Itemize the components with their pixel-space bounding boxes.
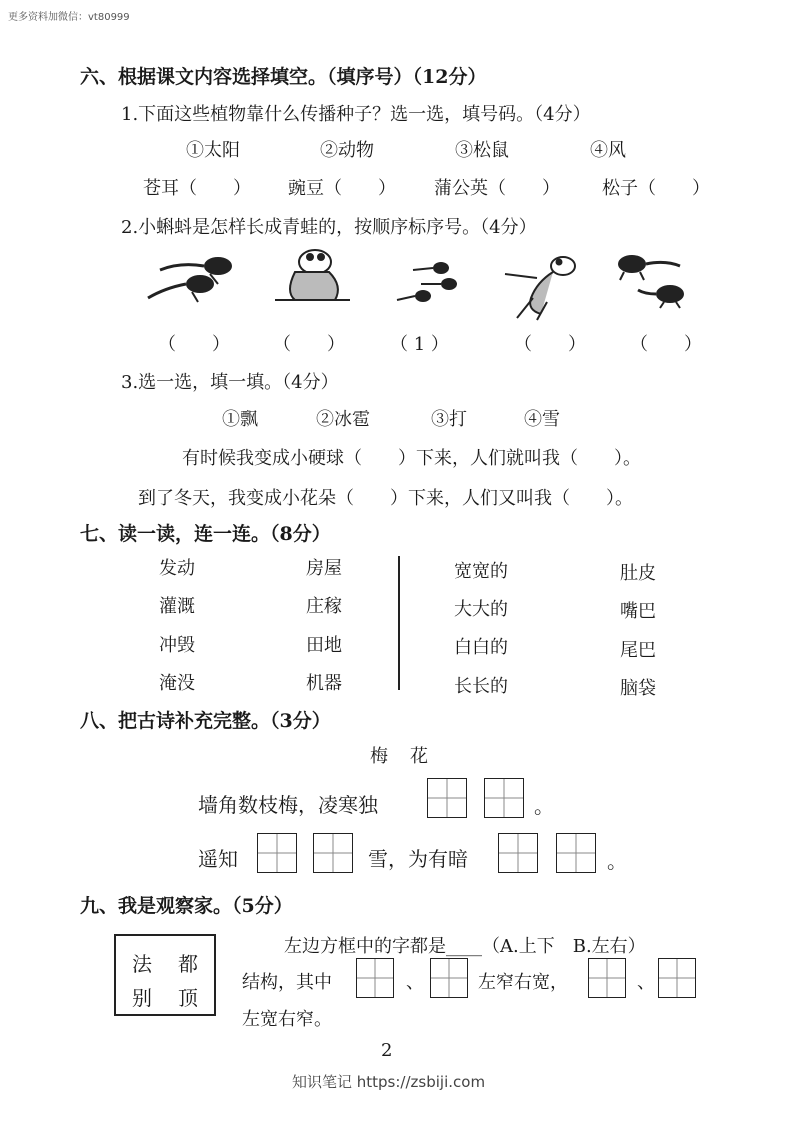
- box-char-4: 顶: [178, 986, 198, 1010]
- poem-char-box[interactable]: [556, 833, 596, 873]
- q1-option-2: ②动物: [320, 140, 374, 161]
- q3-option-4: ④雪: [524, 409, 560, 430]
- match-left-a-4[interactable]: 淹没: [159, 673, 195, 694]
- poem-char-box[interactable]: [484, 778, 524, 818]
- q1-blank-1[interactable]: 苍耳（ ）: [143, 178, 251, 199]
- q3-line-1[interactable]: 有时候我变成小硬球（ ）下来，人们就叫我（ ）。: [182, 448, 641, 469]
- match-left-a-1[interactable]: 发动: [159, 558, 195, 579]
- section-7-title: 七、读一读，连一连。（8分）: [80, 523, 331, 545]
- q2-answer-5[interactable]: （ ）: [630, 334, 702, 355]
- q1-blank-4[interactable]: 松子（ ）: [602, 178, 710, 199]
- q3-option-2: ②冰雹: [316, 409, 370, 430]
- poem-title: 梅 花: [370, 746, 430, 767]
- match-right-a-4[interactable]: 长长的: [454, 676, 508, 697]
- match-right-b-2[interactable]: 嘴巴: [620, 601, 656, 622]
- q1-blank-2[interactable]: 豌豆（ ）: [288, 178, 396, 199]
- poem-char-box[interactable]: [257, 833, 297, 873]
- frog-jumping-image: [497, 252, 587, 322]
- box-char-2: 都: [178, 952, 198, 976]
- q2-answer-1[interactable]: （ ）: [158, 334, 230, 355]
- poem-line-2-end: 。: [607, 849, 627, 873]
- structure-box[interactable]: [588, 958, 626, 998]
- q1-option-3: ③松鼠: [455, 140, 509, 161]
- q3-prompt: 3.选一选，填一填。（4分）: [121, 372, 339, 393]
- poem-line-1-text: 墙角数枝梅，凌寒独: [198, 793, 378, 817]
- observation-text-2b: 左窄右宽，: [478, 972, 568, 993]
- tadpoles-with-front-legs-image: [610, 250, 705, 310]
- poem-line-2-start: 遥知: [198, 847, 238, 871]
- tadpoles-with-legs-image: [140, 248, 245, 308]
- match-left-b-2[interactable]: 庄稼: [306, 596, 342, 617]
- separator-1: 、: [406, 972, 424, 993]
- section-8-title: 八、把古诗补充完整。（3分）: [80, 710, 331, 732]
- q3-line-2[interactable]: 到了冬天，我变成小花朵（ ）下来，人们又叫我（ ）。: [138, 488, 633, 509]
- q2-answer-3[interactable]: （ 1 ）: [390, 334, 449, 355]
- box-char-1: 法: [132, 952, 152, 976]
- page-number: 2: [381, 1040, 393, 1061]
- q1-blank-3[interactable]: 蒲公英（ ）: [434, 178, 560, 199]
- match-left-b-4[interactable]: 机器: [306, 673, 342, 694]
- poem-char-box[interactable]: [498, 833, 538, 873]
- separator-2: 、: [637, 972, 655, 993]
- structure-box[interactable]: [658, 958, 696, 998]
- column-divider: [398, 556, 400, 690]
- q2-prompt: 2.小蝌蚪是怎样长成青蛙的，按顺序标序号。（4分）: [121, 217, 537, 238]
- match-right-b-1[interactable]: 肚皮: [620, 563, 656, 584]
- poem-line-2-mid: 雪，为有暗: [368, 847, 468, 871]
- match-left-b-3[interactable]: 田地: [306, 635, 342, 656]
- section-9-title: 九、我是观察家。（5分）: [80, 895, 293, 917]
- frog-sitting-image: [265, 242, 355, 308]
- match-right-a-1[interactable]: 宽宽的: [454, 561, 508, 582]
- match-left-b-1[interactable]: 房屋: [306, 558, 342, 579]
- observation-text-3: 左宽右窄。: [242, 1009, 332, 1030]
- poem-line-1-end: 。: [534, 794, 554, 818]
- observation-text-1[interactable]: 左边方框中的字都是____（A.上下 B.左右）: [284, 936, 646, 957]
- match-right-a-3[interactable]: 白白的: [454, 637, 508, 658]
- poem-char-box[interactable]: [313, 833, 353, 873]
- observation-char-box: [114, 934, 216, 1016]
- footer-text: 知识笔记 https://zsbiji.com: [292, 1073, 486, 1091]
- box-char-3: 别: [132, 986, 152, 1010]
- q3-option-1: ①飘: [222, 409, 258, 430]
- q2-answer-2[interactable]: （ ）: [273, 334, 345, 355]
- q1-option-4: ④风: [590, 140, 626, 161]
- observation-text-2a: 结构，其中: [242, 972, 332, 993]
- match-right-b-3[interactable]: 尾巴: [620, 640, 656, 661]
- match-right-a-2[interactable]: 大大的: [454, 599, 508, 620]
- watermark-text: 更多资料加微信：vt80999: [8, 12, 130, 23]
- match-right-b-4[interactable]: 脑袋: [620, 678, 656, 699]
- structure-box[interactable]: [356, 958, 394, 998]
- match-left-a-3[interactable]: 冲毁: [159, 635, 195, 656]
- section-6-title: 六、根据课文内容选择填空。（填序号）（12分）: [80, 66, 487, 88]
- structure-box[interactable]: [430, 958, 468, 998]
- q1-prompt: 1.下面这些植物靠什么传播种子？选一选，填号码。（4分）: [121, 104, 591, 125]
- tadpoles-image: [393, 260, 463, 306]
- poem-char-box[interactable]: [427, 778, 467, 818]
- match-left-a-2[interactable]: 灌溉: [159, 596, 195, 617]
- q2-answer-4[interactable]: （ ）: [514, 334, 586, 355]
- q3-option-3: ③打: [431, 409, 467, 430]
- q1-option-1: ①太阳: [186, 140, 240, 161]
